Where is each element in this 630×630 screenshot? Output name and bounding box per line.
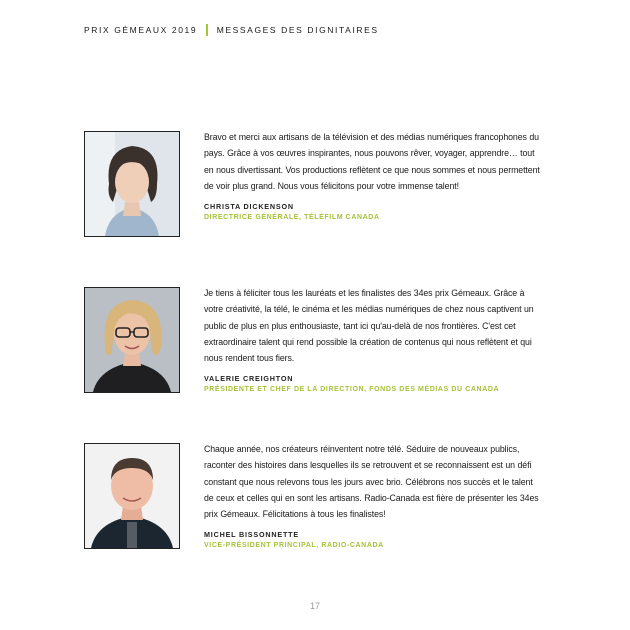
page-header bbox=[84, 24, 379, 36]
header-separator bbox=[206, 24, 208, 36]
page-number: 17 bbox=[309, 601, 320, 611]
header-title: PRIX GÉMEAUX 2019 bbox=[84, 25, 198, 35]
portrait-photo-1 bbox=[84, 131, 180, 237]
message-text: Bravo et merci aux artisans de la télévision et des médias numériques francophones du pays. Grâce à vos œuvres inspirantes, nous pouvons rêver, voyager, apprendre… tout en nous divertissant. Vos productions reflètent ce que nous sommes et nous permettent de voir plus grand. Nous vous félicitons pour votre immense talent! bbox=[204, 132, 540, 191]
dignitary-message-2 bbox=[84, 287, 544, 397]
dignitary-name: VALERIE CREIGHTON bbox=[204, 374, 294, 384]
dignitary-name: CHRISTA DICKENSON bbox=[204, 202, 294, 212]
dignitary-name: MICHEL BISSONNETTE bbox=[204, 530, 299, 540]
dignitary-role: VICE-PRÉSIDENT PRINCIPAL, RADIO-CANADA bbox=[204, 542, 384, 550]
portrait-photo-3 bbox=[84, 443, 180, 549]
message-text: Je tiens à féliciter tous les lauréats et les finalistes des 34es prix Gémeaux. Grâce à votre créativité, la télé, le cinéma et les médias numériques de chez nous captivent un public de plus en plus enthousiaste, tant ici qu'au-delà de nos frontières. C'est cet extraordinaire talent qui rend possible la création de contenus qui nous reflètent et qui nous rendent tous fiers. bbox=[204, 288, 534, 364]
dignitary-role: DIRECTRICE GÉNÉRALE, TÉLÉFILM CANADA bbox=[204, 214, 380, 222]
message-text: Chaque année, nos créateurs réinventent notre télé. Séduire de nouveaux publics, raconter des histoires dans lesquelles ils se retrouvent et se reconnaissent est un défi constant que nous relevons tous les jours avec brio. Célébrons nos succès et le talent de ceux et celles qui en sont les artisans. Radio-Canada est fière de présenter les 34es prix Gémeaux. Félicitations à tous les finalistes! bbox=[204, 444, 539, 520]
dignitary-message-3 bbox=[84, 443, 544, 553]
header-section: MESSAGES DES DIGNITAIRES bbox=[216, 25, 379, 35]
dignitary-role: PRÉSIDENTE ET CHEF DE LA DIRECTION, FONDS DES MÉDIAS DU CANADA bbox=[204, 386, 500, 394]
portrait-photo-2 bbox=[84, 287, 180, 393]
dignitary-message-1 bbox=[84, 131, 544, 241]
